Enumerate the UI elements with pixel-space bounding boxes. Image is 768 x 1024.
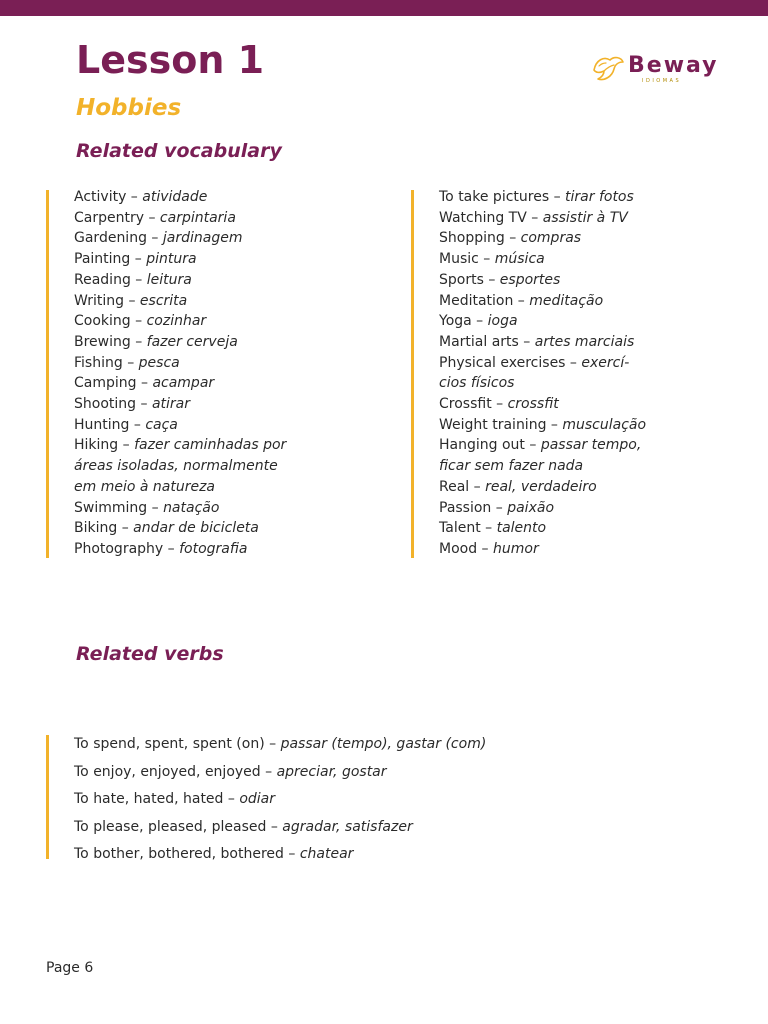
list-item: Martial arts – artes marciais [439, 333, 635, 350]
list-item: Real – real, verdadeiro [439, 478, 597, 495]
page-number: Page 6 [46, 960, 94, 976]
page-title: Lesson 1 [76, 38, 265, 82]
top-bar [0, 0, 768, 16]
list-item: To please, pleased, pleased – agradar, satisfazer [74, 818, 413, 835]
list-item: Hiking – fazer caminhadas por áreas isoladas, normalmente em meio à natureza [74, 437, 287, 495]
list-item: Brewing – fazer cerveja [74, 333, 238, 350]
list-item: To bother, bothered, bothered – chatear [74, 846, 354, 863]
list-item: Sports – esportes [439, 271, 561, 288]
list-item: To enjoy, enjoyed, enjoyed – apreciar, gostar [74, 763, 387, 780]
lesson-subtitle: Hobbies [76, 95, 182, 121]
list-item: Hanging out – passar tempo, ficar sem fazer nada [439, 437, 642, 475]
list-item: Swimming – natação [74, 499, 220, 516]
list-item: Carpentry – carpintaria [74, 209, 236, 226]
bird-icon [590, 52, 626, 86]
verbs-accent-bar [46, 735, 49, 859]
list-item: Watching TV – assistir à TV [439, 209, 628, 226]
list-item: Shopping – compras [439, 230, 582, 247]
list-item: Biking – andar de bicicleta [74, 520, 259, 537]
list-item: Gardening – jardinagem [74, 230, 243, 247]
list-item: Cooking – cozinhar [74, 313, 207, 330]
logo-subtitle: IDIOMAS [642, 78, 682, 84]
list-item: Crossfit – crossfit [439, 396, 559, 413]
list-item: Fishing – pesca [74, 354, 180, 371]
vocab-right-accent-bar [411, 190, 414, 558]
list-item: Weight training – musculação [439, 416, 647, 433]
brand-logo [590, 50, 720, 90]
list-item: Painting – pintura [74, 251, 197, 268]
list-item: Music – música [439, 251, 545, 268]
list-item: Reading – leitura [74, 271, 192, 288]
verbs-list [74, 731, 674, 869]
list-item: Activity – atividade [74, 189, 208, 205]
list-item: Passion – paixão [439, 499, 555, 516]
list-item: Photography – fotografia [74, 540, 248, 557]
vocabulary-heading: Related vocabulary [76, 140, 282, 162]
list-item: Mood – humor [439, 540, 539, 557]
vocabulary-list-left [74, 187, 304, 560]
list-item: Talent – talento [439, 520, 547, 537]
list-item: Physical exercises – exercí-cios físicos [439, 354, 630, 392]
vocabulary-list-right [439, 187, 654, 560]
vocab-left-accent-bar [46, 190, 49, 558]
list-item: Writing – escrita [74, 292, 188, 309]
list-item: Meditation – meditação [439, 292, 604, 309]
list-item: Hunting – caça [74, 416, 178, 433]
list-item: Yoga – ioga [439, 313, 518, 330]
list-item: To take pictures – tirar fotos [439, 189, 634, 205]
list-item: To spend, spent, spent (on) – passar (tempo), gastar (com) [74, 736, 487, 752]
list-item: Shooting – atirar [74, 396, 190, 413]
logo-name: Beway [628, 53, 719, 78]
list-item: Camping – acampar [74, 375, 215, 392]
verbs-heading: Related verbs [76, 643, 224, 665]
list-item: To hate, hated, hated – odiar [74, 791, 276, 808]
